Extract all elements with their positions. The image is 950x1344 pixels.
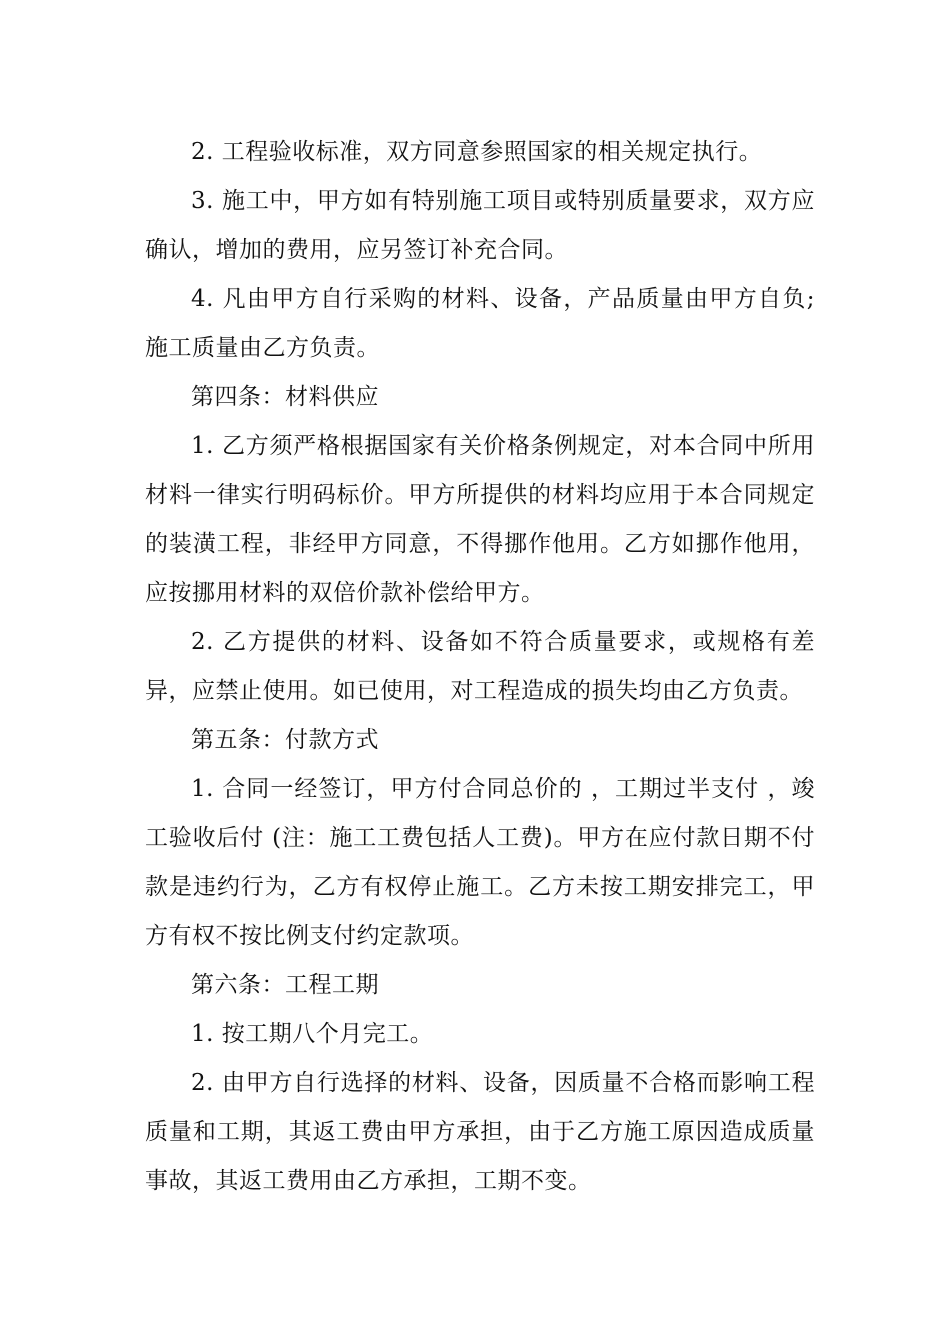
clause-self-purchased-materials: 4. 凡由甲方自行采购的材料、设备，产品质量由甲方自负;施工质量由乙方负责。 (145, 286, 815, 361)
article-6-heading: 第六条：工程工期 (191, 972, 379, 998)
clause-acceptance-standard: 2. 工程验收标准，双方同意参照国家的相关规定执行。 (191, 139, 763, 165)
article-4-heading: 第四条：材料供应 (191, 384, 379, 410)
article-5-heading: 第五条：付款方式 (191, 727, 379, 753)
clause-material-quality: 2. 乙方提供的材料、设备如不符合质量要求，或规格有差异，应禁止使用。如已使用，对工程造成的损失均由乙方负责。 (145, 629, 815, 704)
clause-material-pricing: 1. 乙方须严格根据国家有关价格条例规定，对本合同中所用材料一律实行明码标价。甲方所提供的材料均应用于本合同规定的装潢工程，非经甲方同意，不得挪作他用。乙方如挪作他用，应按挪用材料的双倍价款补偿给甲方。 (145, 433, 815, 606)
clause-payment: 1. 合同一经签订，甲方付合同总价的 ，工期过半支付 ，竣工验收后付 (注：施工工费包括人工费)。甲方在应付款日期不付款是违约行为，乙方有权停止施工。乙方未按工期安排完工，甲方有权不按比例支付约定款项。 (145, 776, 815, 949)
clause-special-requirements: 3. 施工中，甲方如有特别施工项目或特别质量要求，双方应确认，增加的费用，应另签订补充合同。 (145, 188, 815, 263)
document-body (145, 128, 815, 1206)
clause-rework-costs: 2. 由甲方自行选择的材料、设备，因质量不合格而影响工程质量和工期，其返工费由甲方承担，由于乙方施工原因造成质量事故，其返工费用由乙方承担，工期不变。 (145, 1070, 815, 1194)
clause-completion-period: 1. 按工期八个月完工。 (191, 1021, 434, 1047)
